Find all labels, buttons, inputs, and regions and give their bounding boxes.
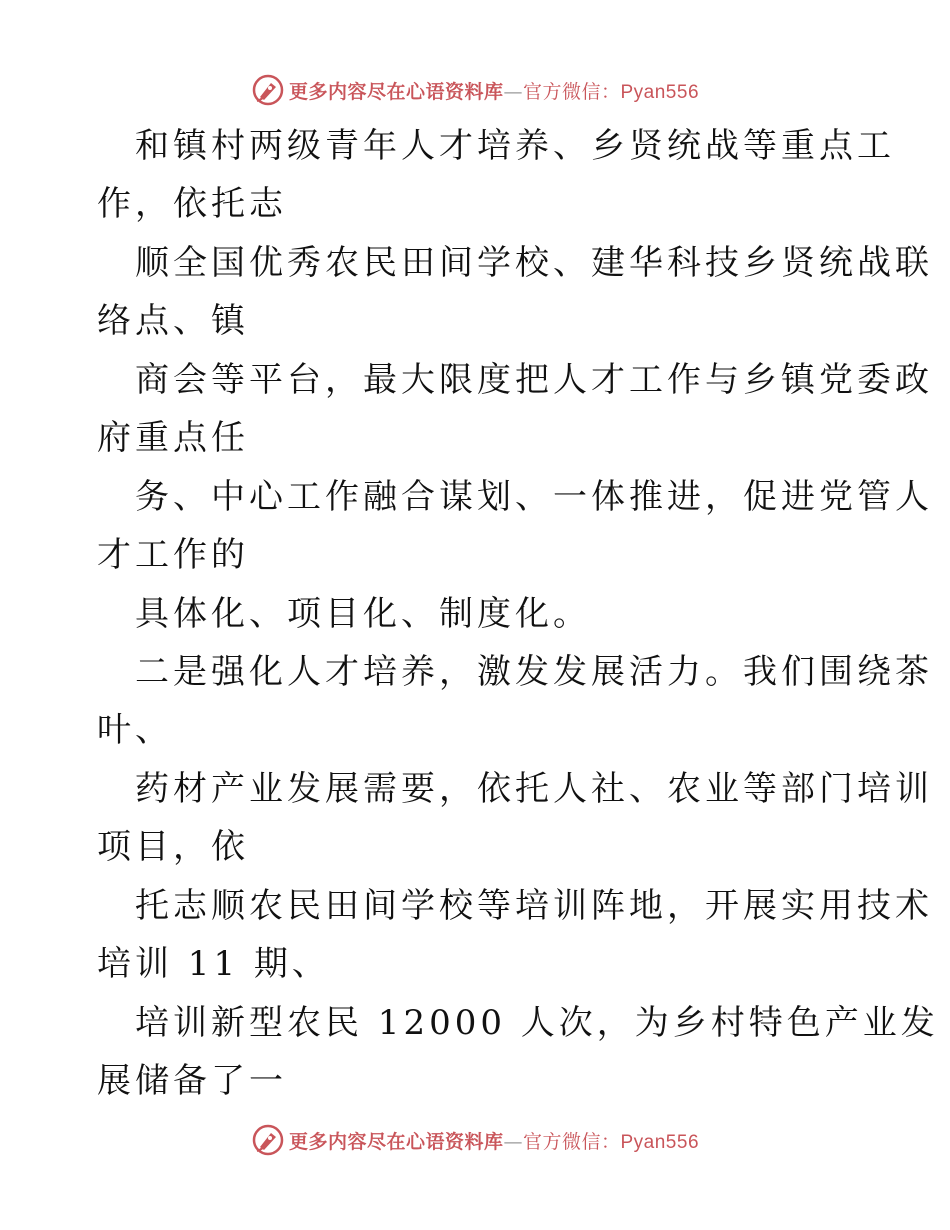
paragraph-line: 络点、镇 [97,301,249,341]
paragraph-line: 二是强化人才培养，激发发展活力。我们围绕茶 [135,652,933,692]
paragraph-line: 具体化、项目化、制度化。 [135,594,591,634]
paragraph-line: 叶、 [97,710,173,750]
paragraph-line: 和镇村两级青年人才培养、乡贤统战等重点工 [135,126,895,166]
header-banner-dash: — [503,80,523,103]
paragraph-line: 项目，依 [97,827,249,867]
footer-watermark-banner [0,1120,950,1160]
paragraph-line: 作，依托志 [97,184,287,224]
header-banner-official: 官方微信： [522,80,621,103]
paragraph-line: 培训 11 期、 [97,944,330,984]
paragraph-line: 药材产业发展需要，依托人社、农业等部门培训 [135,769,933,809]
footer-banner-main: 更多内容尽在心语资料库 [288,1130,504,1153]
footer-banner-wechat-id: Pyan556 [620,1131,700,1153]
header-banner-wechat-id: Pyan556 [620,81,700,103]
paragraph-line: 培训新型农民 12000 人次，为乡村特色产业发 [135,1003,939,1043]
footer-banner-official: 官方微信： [522,1130,621,1153]
paragraph-line: 顺全国优秀农民田间学校、建华科技乡贤统战联 [135,243,933,283]
paragraph-line: 务、中心工作融合谋划、一体推进，促进党管人 [135,477,933,517]
paragraph-line: 才工作的 [97,535,249,575]
footer-banner-dash: — [503,1130,523,1153]
footer-banner-text [289,1127,699,1154]
paragraph-line: 托志顺农民田间学校等培训阵地，开展实用技术 [135,886,933,926]
pen-nib-logo-icon [251,1123,285,1157]
paragraph-line: 府重点任 [97,418,249,458]
paragraph-line: 展储备了一 [97,1061,287,1101]
header-banner-main: 更多内容尽在心语资料库 [288,80,504,103]
paragraph-line: 商会等平台，最大限度把人才工作与乡镇党委政 [135,360,933,400]
